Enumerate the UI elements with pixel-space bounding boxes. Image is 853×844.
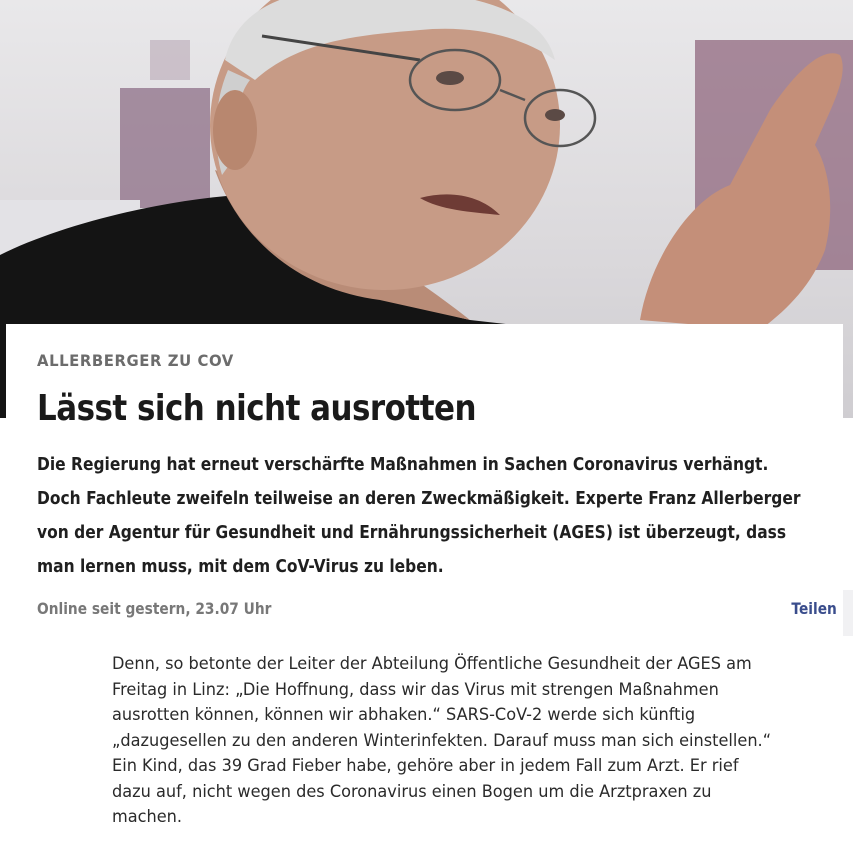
page-edge-element [843, 590, 853, 636]
article-timestamp: Online seit gestern, 23.07 Uhr [37, 599, 272, 618]
article-headline: Lässt sich nicht ausrotten [37, 388, 477, 429]
article-lead: Die Regierung hat erneut verschärfte Maßnahmen in Sachen Coronavirus verhängt. Doch Fachleute zweifeln teilweise an deren Zweckmäßigkeit. Experte Franz Allerberger von der Agentur für Gesundheit und Ernährungssicherheit (AGES) ist überzeugt, dass man lernen muss, mit dem CoV-Virus zu leben. [37, 454, 801, 577]
article-body-paragraph: Denn, so betonte der Leiter der Abteilung Öffentliche Gesundheit der AGES am Freitag in Linz: „Die Hoffnung, dass wir das Virus mit strengen Maßnahmen ausrotten können, können wir abhaken.“ SARS-CoV-2 werde sich künftig „dazugesellen zu den anderen Winterinfekten. Darauf muss man sich einstellen.“ Ein Kind, das 39 Grad Fieber habe, gehöre aber in jedem Fall zum Arzt. Er rief dazu auf, nicht wegen des Coronavirus einen Bogen um die Arztpraxen zu machen. [112, 654, 772, 827]
article-kicker: ALLERBERGER ZU COV [37, 351, 234, 370]
share-link[interactable]: Teilen [791, 599, 837, 618]
